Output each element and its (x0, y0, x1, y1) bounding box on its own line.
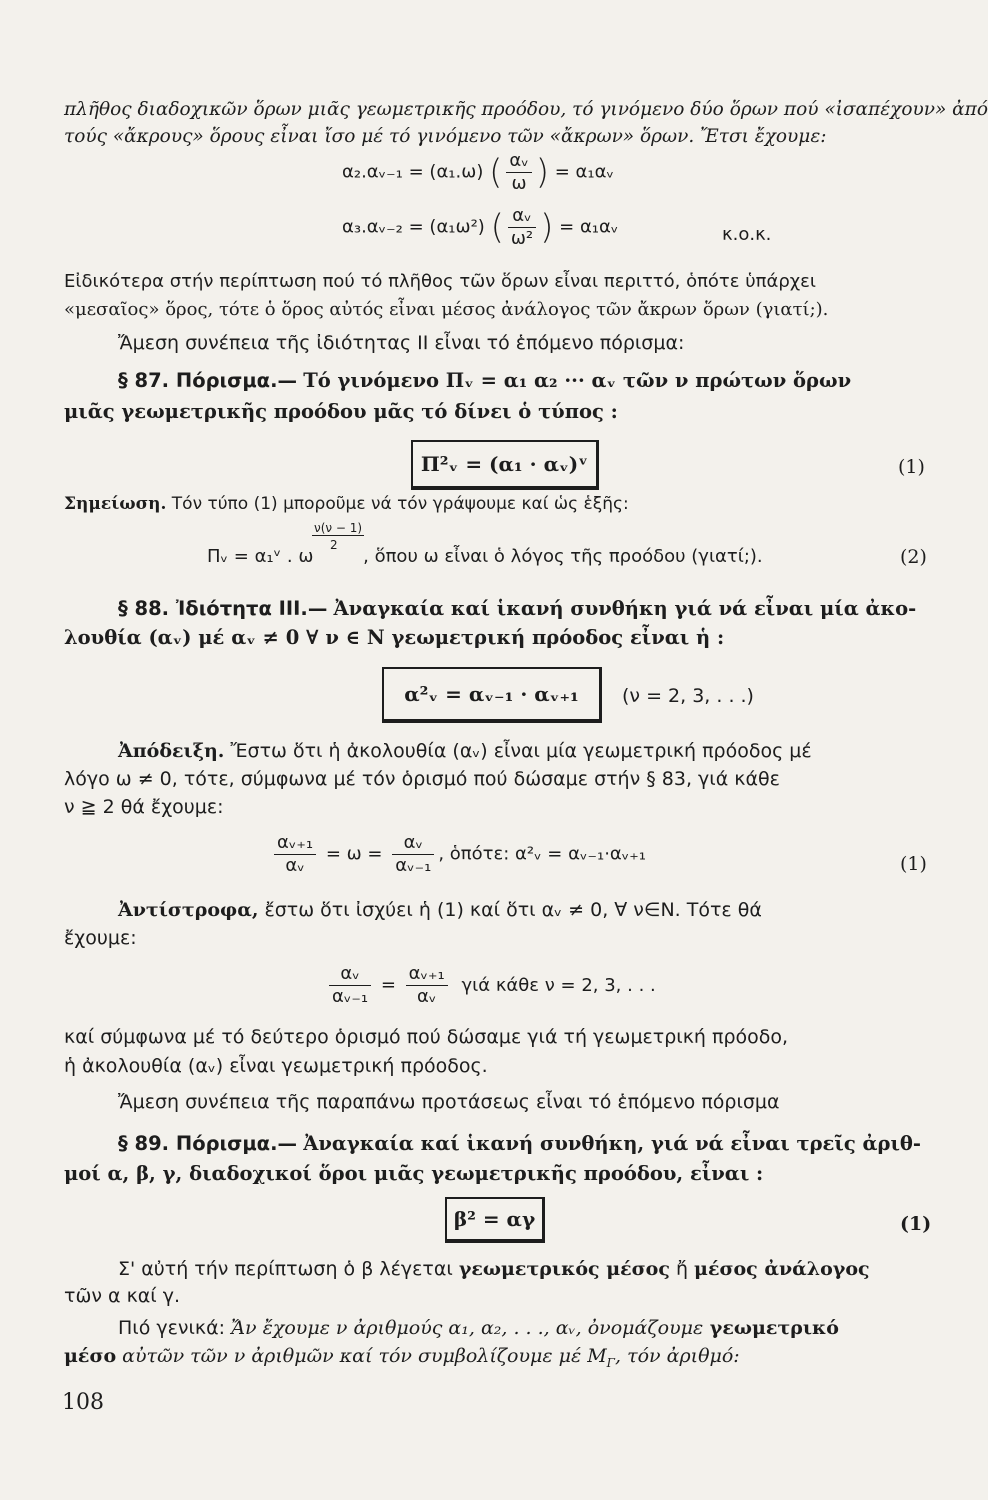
converse-formula: $\frac{\text{αᵥ}}{\text{αᵥ₋₁}}$ = $\frac{\text{αᵥ₊₁}}{\text{αᵥ}}$ γιά κάθε ν = 2, 3, . . . (325, 963, 656, 1008)
intro-line-1: πλῆθος διαδοχικῶν ὅρων μιᾶς γεωμετρικῆς προόδου, τό γινόμενο δύο ὅρων πού «ἰσαπέχουν» ἀπό (64, 99, 988, 120)
s89-tag: (1) (900, 1213, 932, 1235)
proof-line-1: Ἀπόδειξη. Ἔστω ὅτι ἡ ἀκολουθία (αᵥ) εἶναι μία γεωμετρική πρόοδος μέ (118, 740, 812, 762)
s87-line-1: § 87. Πόρισμα.— Τό γινόμενο Πᵥ = α₁ α₂ ··· αᵥ τῶν ν πρώτων ὅρων (118, 369, 852, 392)
page-number: 108 (62, 1390, 104, 1415)
mean-line-1: Σ' αὐτή τήν περίπτωση ὁ β λέγεται γεωμετρικός μέσος ἤ μέσος ἀνάλογος (118, 1258, 870, 1280)
s87-formula-box: Π²ᵥ = (α₁ · αᵥ)ᵛ (411, 440, 599, 490)
note-line: Σημείωση. Τόν τύπο (1) μποροῦμε νά τόν γράψουμε καί ὡς ἑξῆς: (64, 494, 629, 514)
converse-line-1: Ἀντίστροφα, ἔστω ὅτι ἰσχύει ἡ (1) καί ὅτι αᵥ ≠ 0, ∀ ν∈N. Τότε θά (118, 899, 762, 921)
immediate-consequence-2: Ἄμεση συνέπεια τῆς παραπάνω προτάσεως εἶναι τό ἑπόμενο πόρισμα (118, 1091, 780, 1113)
proof-formula: $\frac{\text{αᵥ₊₁}}{\text{αᵥ}}$ = ω = $\frac{\text{αᵥ}}{\text{αᵥ₋₁}}$ , ὁπότε: α²ᵥ = αᵥ₋₁·αᵥ₊₁ (270, 832, 646, 877)
intro-equation-1: α₂.αᵥ₋₁ = (α₁.ω) ( $\frac{\text{αᵥ}}{\omega}$ ) = α₁αᵥ (342, 150, 614, 194)
mean-line-3: Πιό γενικά: Ἄν ἔχουμε ν ἀριθμούς α₁, α₂, . . ., αᵥ, ὀνομάζουμε γεωμετρικό (118, 1317, 839, 1339)
converse-line-2: ἔχουμε: (64, 927, 137, 949)
intro-line-2: τούς «ἄκρους» ὅρους εἶναι ἴσο μέ τό γινόμενο τῶν «ἄκρων» ὅρων. Ἔτσι ἔχουμε: (64, 126, 827, 147)
note-tag: (2) (900, 546, 927, 568)
mean-line-4: μέσο αὐτῶν τῶν ν ἀριθμῶν καί τόν συμβολίζουμε μέ $M_\Gamma$, τόν ἀριθμό: (64, 1345, 740, 1370)
s87-line-2: μιᾶς γεωμετρικῆς προόδου μᾶς τό δίνει ὁ τύπος : (64, 400, 618, 423)
immediate-consequence-1: Ἄμεση συνέπεια τῆς ἰδιότητας ΙΙ εἶναι τό ἑπόμενο πόρισμα: (118, 332, 685, 354)
kok-abbrev: κ.ο.κ. (722, 224, 772, 245)
intro-equation-2: α₃.αᵥ₋₂ = (α₁ω²) ( $\frac{\text{αᵥ}}{\text{ω²}}$ ) = α₁αᵥ (342, 205, 619, 249)
s89-line-1: § 89. Πόρισμα.— Ἀναγκαία καί ἱκανή συνθήκη, γιά νά εἶναι τρεῖς ἀριθ- (118, 1132, 922, 1155)
note-exponent: ν(ν − 1) (314, 521, 363, 535)
s89-formula-box: β² = αγ (445, 1197, 545, 1243)
special-line-2: «μεσαῖος» ὅρος, τότε ὁ ὅρος αὐτός εἶναι μέσος ἀνάλογος τῶν ἄκρων ὅρων (γιατί;). (64, 299, 829, 320)
converse-line-4: ἡ ἀκολουθία (αᵥ) εἶναι γεωμετρική πρόοδος. (64, 1055, 488, 1077)
proof-line-3: ν ≧ 2 θά ἔχουμε: (64, 796, 224, 818)
proof-line-2: λόγο ω ≠ 0, τότε, σύμφωνα μέ τόν ὁρισμό πού δώσαμε στήν § 83, γιά κάθε (64, 768, 780, 790)
note-exponent-den: 2 (330, 538, 338, 552)
mean-line-2: τῶν α καί γ. (64, 1285, 181, 1307)
s88-line-2: λουθία (αᵥ) μέ αᵥ ≠ 0 ∀ ν ∈ N γεωμετρική πρόοδος εἶναι ἡ : (64, 626, 725, 649)
special-line-1: Εἰδικότερα στήν περίπτωση πού τό πλῆθος τῶν ὅρων εἶναι περιττό, ὁπότε ὑπάρχει (64, 271, 816, 292)
converse-line-3: καί σύμφωνα μέ τό δεύτερο ὁρισμό πού δώσαμε γιά τή γεωμετρική πρόοδο, (64, 1026, 789, 1048)
s88-line-1: § 88. Ἰδιότητα ΙΙΙ.— Ἀναγκαία καί ἱκανή συνθήκη γιά νά εἶναι μία ἀκο- (118, 597, 917, 620)
s89-line-2: μοί α, β, γ, διαδοχικοί ὅροι μιᾶς γεωμετρικῆς προόδου, εἶναι : (64, 1162, 764, 1185)
s88-range: (ν = 2, 3, . . .) (622, 685, 754, 707)
s87-tag: (1) (898, 456, 925, 478)
note-formula: Πᵥ = α₁ᵛ . ω , ὅπου ω εἶναι ὁ λόγος τῆς προόδου (γιατί;). (207, 546, 763, 567)
proof-tag: (1) (900, 853, 927, 875)
s88-formula-box: α²ᵥ = αᵥ₋₁ · αᵥ₊₁ (382, 667, 602, 723)
